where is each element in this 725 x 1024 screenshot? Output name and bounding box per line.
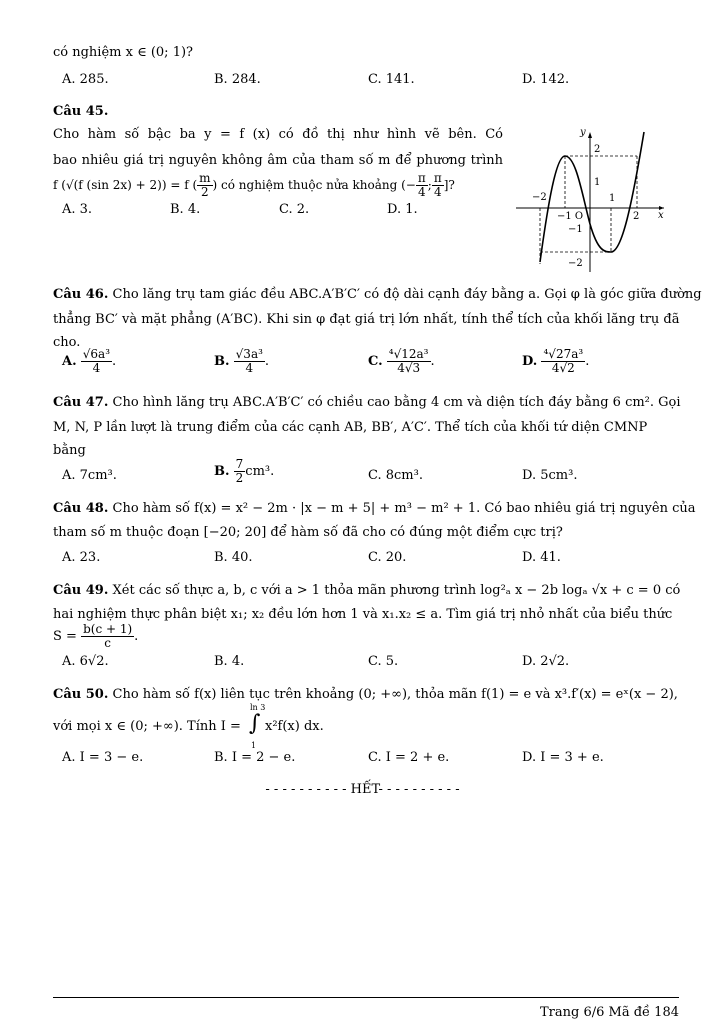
label-two-top: 2: [594, 144, 601, 155]
cubic-graph: [510, 124, 670, 276]
q50-line1: [53, 686, 678, 704]
q46-c-num: ⁴√12a³: [388, 347, 429, 361]
q47-option-d[interactable]: D. 5cm³.: [522, 468, 578, 483]
q45-line1: Cho hàm số bậc ba y = f (x) có đồ thị như hình vẽ bên. Có: [53, 127, 503, 142]
q50-line1-text: Cho hàm số f(x) liên tục trên khoảng (0; +∞), thỏa mãn f(1) = e và x³.f′(x) = eˣ(x − 2),: [112, 687, 678, 702]
q48-option-c[interactable]: C. 20.: [368, 550, 407, 565]
label-m2: −2: [532, 192, 547, 203]
q48-line2: tham số m thuộc đoạn [−20; 20] để hàm số đã cho có đúng một điểm cực trị?: [53, 525, 563, 540]
q45-option-a[interactable]: A. 3.: [62, 202, 93, 217]
q49-option-d[interactable]: D. 2√2.: [522, 654, 570, 669]
cubic-curve: [540, 132, 644, 262]
q50-option-c[interactable]: C. I = 2 + e.: [368, 750, 450, 765]
q50-heading: Câu 50.: [53, 687, 109, 702]
page-footer: Trang 6/6 Mã đề 184: [540, 1005, 679, 1020]
q49-line1-text: Xét các số thực a, b, c với a > 1 thỏa mãn phương trình log²ₐ x − 2b logₐ √x + c = 0 có: [112, 583, 681, 598]
q49-line2: hai nghiệm thực phân biệt x₁; x₂ đều lớn hơn 1 và x₁.x₂ ≤ a. Tìm giá trị nhỏ nhất của biểu thức: [53, 607, 673, 622]
q46-a-label: A.: [62, 354, 77, 369]
q45-pi-num: π: [417, 171, 426, 185]
q46-option-d[interactable]: D. $\frac{\text{⁴√27a³}}{4√2}$ .: [522, 347, 590, 375]
q46-d-num: ⁴√27a³: [543, 347, 584, 361]
q46-line3: cho.: [53, 335, 81, 350]
q49-line1: [53, 582, 680, 600]
q49-line3: [53, 623, 138, 650]
intro-option-b[interactable]: B. 284.: [214, 72, 261, 87]
label-m1: −1: [568, 224, 583, 235]
q49-dot: .: [134, 629, 139, 644]
q49-option-c[interactable]: C. 5.: [368, 654, 399, 669]
q46-a-den: 4: [92, 361, 101, 375]
q45-line2: bao nhiêu giá trị nguyên không âm của tham số m để phương trình: [53, 153, 503, 168]
q50-option-b[interactable]: B. I = 2 − e.: [214, 750, 296, 765]
q48-option-a[interactable]: A. 23.: [62, 550, 101, 565]
q47-heading: Câu 47.: [53, 395, 109, 410]
q49-den: c: [104, 636, 111, 650]
q48-option-d[interactable]: D. 41.: [522, 550, 561, 565]
q46-c-den: 4√3: [397, 361, 421, 375]
q46-a-num: √6a³: [82, 347, 111, 361]
q46-b-label: B.: [214, 354, 230, 369]
q49-option-b[interactable]: B. 4.: [214, 654, 245, 669]
y-label: y: [580, 127, 586, 138]
q45-eq-mid: ) có nghiệm thuộc nửa khoảng (−: [212, 178, 416, 192]
q50-option-a[interactable]: A. I = 3 − e.: [62, 750, 144, 765]
q47-line3: bằng: [53, 443, 86, 458]
q50-integrand: x²f(x) dx.: [265, 719, 324, 734]
q45-frac-num: m: [199, 171, 211, 185]
dashed-guides: [540, 156, 640, 264]
q47-line2: M, N, P lần lượt là trung điểm của các cạnh AB, BB′, A′C′. Thể tích của khối tứ diện CMNP: [53, 420, 648, 435]
q46-line1-text: Cho lăng trụ tam giác đều ABC.A′B′C′ có độ dài cạnh đáy bằng a. Gọi φ là góc giữa đường: [112, 287, 702, 302]
q45-option-c[interactable]: C. 2.: [279, 202, 310, 217]
q45-pi2-num: π: [433, 171, 442, 185]
q45-frac-den: 2: [201, 185, 209, 199]
q45-option-d[interactable]: D. 1.: [387, 202, 418, 217]
q47-b-den: 2: [235, 471, 244, 485]
q50-lower-bound: 1: [251, 741, 257, 750]
q45-eq-left: f (√(f (sin 2x) + 2)) = f (: [53, 178, 198, 192]
q45-heading: Câu 45.: [53, 104, 109, 119]
label-m2b: −2: [568, 258, 583, 269]
q50-line2-text: với mọi x ∈ (0; +∞). Tính I =: [53, 719, 241, 734]
q45-option-b[interactable]: B. 4.: [170, 202, 201, 217]
q50-integral-sign: ∫: [249, 711, 261, 736]
label-two-x: 2: [633, 211, 640, 222]
q46-d-label: D.: [522, 354, 538, 369]
q46-option-a[interactable]: A. $\frac{\text{√6a³}}{4}$ .: [62, 347, 117, 375]
q46-line2: thẳng BC′ và mặt phẳng (A′BC). Khi sin φ đạt giá trị lớn nhất, tính thể tích của khối lăng trụ đã: [53, 312, 680, 327]
q46-b-den: 4: [245, 361, 254, 375]
q47-line1: [53, 394, 681, 412]
x-label: x: [658, 210, 664, 221]
label-m1o: −1 O: [557, 211, 584, 222]
end-marker: - - - - - - - - - - HẾT- - - - - - - - - -: [265, 782, 460, 797]
q48-line1-text: Cho hàm số f(x) = x² − 2m · |x − m + 5| + m³ − m² + 1. Có bao nhiêu giá trị nguyên của: [112, 501, 696, 516]
intro-option-d[interactable]: D. 142.: [522, 72, 570, 87]
y-axis-arrow: [588, 132, 592, 138]
q46-c-label: C.: [368, 354, 383, 369]
q46-heading: Câu 46.: [53, 287, 109, 302]
intro-line: có nghiệm x ∈ (0; 1)?: [53, 45, 194, 60]
q50-upper-bound: ln 3: [250, 703, 266, 712]
q47-option-c[interactable]: C. 8cm³.: [368, 468, 423, 483]
q47-b-num: 7: [235, 457, 244, 471]
q47-line1-text: Cho hình lăng trụ ABC.A′B′C′ có chiều cao bằng 4 cm và diện tích đáy bằng 6 cm². Gọi: [112, 395, 681, 410]
q48-heading: Câu 48.: [53, 501, 109, 516]
q46-option-c[interactable]: C. $\frac{\text{⁴√12a³}}{4√3}$ .: [368, 347, 435, 375]
q45-eq-end: ]?: [443, 178, 455, 192]
label-one: 1: [594, 177, 601, 188]
q45-pi2-den: 4: [433, 185, 442, 199]
q45-line3: [53, 172, 455, 199]
q47-b-unit: cm³.: [245, 464, 275, 479]
q49-heading: Câu 49.: [53, 583, 109, 598]
q50-option-d[interactable]: D. I = 3 + e.: [522, 750, 604, 765]
q49-num: b(c + 1): [83, 622, 133, 636]
q47-option-b[interactable]: [214, 458, 274, 485]
q46-option-b[interactable]: B. $\frac{\text{√3a³}}{4}$ .: [214, 347, 270, 375]
q46-line1: [53, 286, 702, 304]
label-one-x: 1: [609, 193, 616, 204]
q46-d-den: 4√2: [551, 361, 575, 375]
q49-s-eq: S =: [53, 629, 77, 644]
q46-b-num: √3a³: [235, 347, 263, 361]
q45-pi-den: 4: [418, 185, 426, 199]
q48-line1: [53, 500, 696, 518]
q47-option-a[interactable]: A. 7cm³.: [62, 468, 117, 483]
intro-option-a[interactable]: A. 285.: [62, 72, 109, 87]
q45-sep: ;: [427, 178, 432, 192]
q47-b-label: B.: [214, 464, 230, 479]
footer-divider: [53, 997, 679, 998]
q48-option-b[interactable]: B. 40.: [214, 550, 253, 565]
q49-option-a[interactable]: A. 6√2.: [62, 654, 109, 669]
intro-option-c[interactable]: C. 141.: [368, 72, 415, 87]
